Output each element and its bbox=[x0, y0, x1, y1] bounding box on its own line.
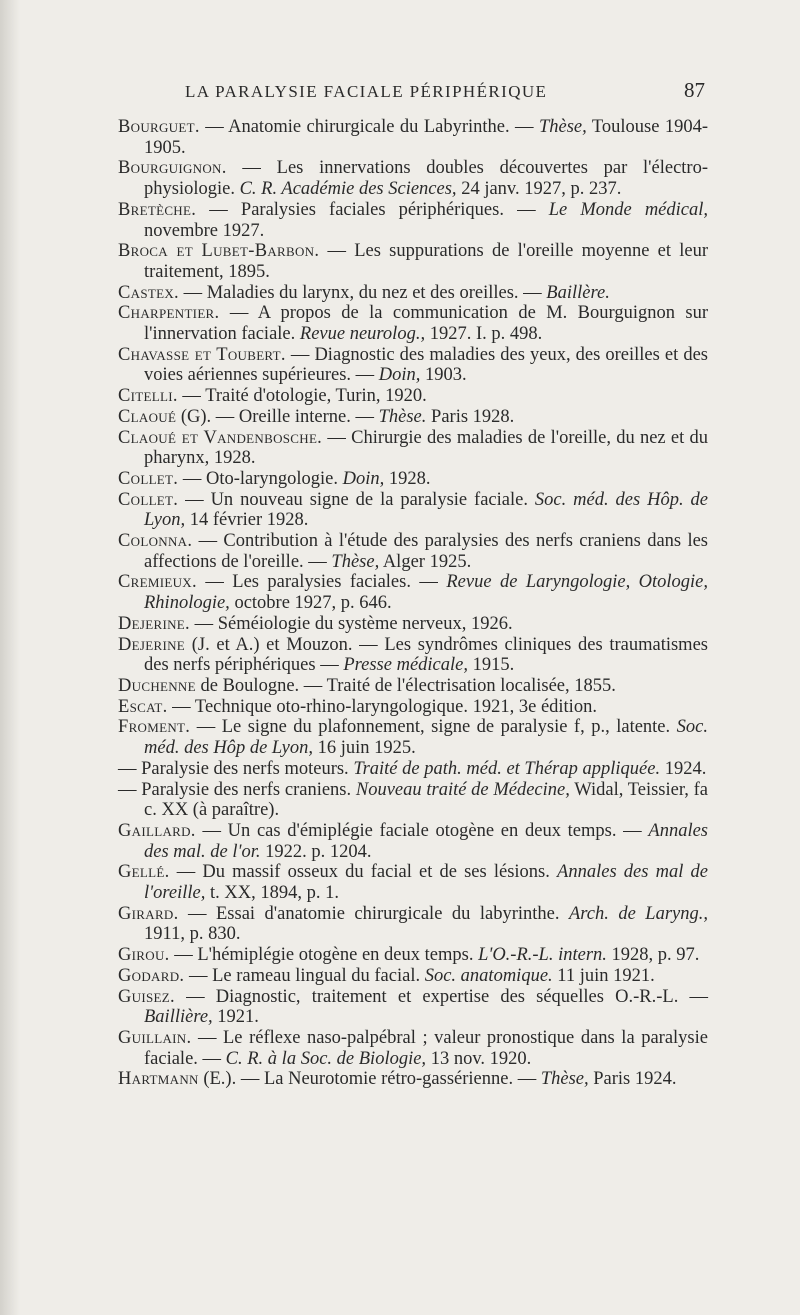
entry-text: (G). — Oreille interne. — bbox=[176, 406, 379, 427]
bibliography-entry bbox=[118, 469, 708, 490]
entry-source: Baillère. bbox=[546, 282, 610, 303]
entry-source: Thèse, bbox=[331, 551, 380, 572]
entry-text: — L'hémiplégie otogène en deux temps. bbox=[169, 945, 479, 966]
bibliography-entry bbox=[118, 303, 708, 344]
bibliography-entry bbox=[118, 158, 708, 199]
entry-text: — Le signe du plafonnement, signe de paralysie f, p., latente. bbox=[190, 717, 677, 738]
entry-text: — Le réflexe naso-palpébral ; valeur pronostique dans la paralysie faciale. — bbox=[144, 1027, 708, 1069]
bibliography-entry bbox=[118, 614, 708, 635]
entry-text: Toulouse 1904-1905. bbox=[144, 117, 708, 158]
entry-text: — Les paralysies faciales. — bbox=[196, 572, 447, 593]
entry-source: Thèse. bbox=[378, 406, 427, 427]
bibliography-entry bbox=[118, 862, 708, 903]
entry-author: Godard. bbox=[118, 965, 185, 986]
entry-text: novembre 1927. bbox=[144, 220, 265, 241]
entry-author: Cremieux. bbox=[118, 572, 197, 593]
bibliography-entry bbox=[118, 531, 708, 572]
entry-author: Claoué et Vandenbosche. bbox=[118, 427, 323, 448]
entry-source: Revue neurolog., bbox=[299, 324, 426, 345]
entry-author: Hartmann bbox=[118, 1069, 199, 1090]
bibliography-entry bbox=[118, 697, 708, 718]
bibliography-entry bbox=[118, 676, 708, 697]
bibliography-list bbox=[118, 117, 708, 1090]
entry-text: — Un cas d'émiplégie faciale otogène en deux temps. — bbox=[195, 820, 649, 841]
bibliography-entry bbox=[118, 200, 708, 241]
entry-author: Dejerine bbox=[118, 634, 186, 655]
bibliography-entry bbox=[118, 283, 708, 304]
entry-source: Thèse, bbox=[538, 117, 587, 137]
entry-text: 1921. bbox=[212, 1007, 259, 1028]
bibliography-entry bbox=[118, 1028, 708, 1069]
entry-text: 1928, p. 97. bbox=[606, 945, 700, 966]
bibliography-entry bbox=[118, 717, 708, 758]
entry-author: Girou. bbox=[118, 945, 170, 966]
bibliography-entry bbox=[118, 345, 708, 386]
bibliography-entry bbox=[118, 1069, 708, 1090]
bibliography-entry bbox=[118, 635, 708, 676]
entry-text: — Les suppurations de l'oreille moyenne et leur traitement, 1895. bbox=[144, 241, 709, 282]
entry-author: Girard. bbox=[118, 903, 179, 924]
entry-author: Colonna. bbox=[118, 531, 193, 552]
page-edge-shadow bbox=[0, 0, 20, 1315]
entry-author: Gellé. bbox=[118, 862, 170, 883]
running-title: LA PARALYSIE FACIALE PÉRIPHÉRIQUE bbox=[185, 82, 548, 101]
entry-text: — Séméiologie du système nerveux, 1926. bbox=[189, 613, 513, 634]
entry-text: — Diagnostic, traitement et expertise des séquelles O.-R.-L. — bbox=[174, 986, 708, 1007]
entry-source: Baillière, bbox=[144, 1007, 213, 1028]
entry-author: Collet. bbox=[118, 489, 179, 510]
entry-author: Bourguet. bbox=[118, 117, 200, 137]
entry-text: 1911, p. 830. bbox=[144, 924, 241, 945]
bibliography-entry bbox=[118, 945, 708, 966]
entry-author: Bourguignon. bbox=[118, 158, 227, 179]
page-number: 87 bbox=[684, 78, 705, 102]
entry-text: — A propos de la communication de M. Bourguignon sur l'innervation faciale. bbox=[144, 303, 708, 345]
entry-text: 1924. bbox=[660, 758, 707, 779]
bibliography-entry bbox=[118, 490, 708, 531]
bibliography-entry bbox=[118, 904, 708, 945]
entry-text: — Paralysie des nerfs moteurs. bbox=[118, 758, 354, 779]
entry-text: — Chirurgie des maladies de l'oreille, du nez et du pharynx, 1928. bbox=[144, 427, 708, 469]
entry-author: Claoué bbox=[118, 406, 177, 427]
entry-text: — Paralysie des nerfs craniens. bbox=[118, 779, 356, 800]
entry-text: Widal, Teissier, fa c. XX (à paraître). bbox=[144, 779, 709, 821]
entry-text: 1903. bbox=[420, 365, 467, 386]
entry-text: — Un nouveau signe de la paralysie faciale. bbox=[178, 489, 535, 510]
entry-author: Bretèche. bbox=[118, 199, 197, 220]
entry-source: Nouveau traité de Médecine, bbox=[355, 779, 570, 800]
entry-text: — Paralysies faciales périphériques. — bbox=[196, 199, 549, 220]
entry-text: 1927. I. p. 498. bbox=[425, 324, 543, 345]
entry-text: Paris 1928. bbox=[426, 406, 515, 427]
bibliography-entry bbox=[118, 821, 708, 862]
entry-author: Castex. bbox=[118, 282, 179, 303]
bibliography-entry bbox=[118, 241, 708, 282]
entry-author: Citelli. bbox=[118, 386, 178, 407]
entry-text: — Contribution à l'étude des paralysies des nerfs craniens dans les affections de l'oreille. — bbox=[144, 531, 708, 572]
entry-author: Chavasse et Toubert. bbox=[118, 344, 286, 365]
bibliography-entry bbox=[118, 780, 708, 821]
entry-author: Dejerine. bbox=[118, 613, 190, 634]
entry-author: Duchenne bbox=[118, 675, 196, 696]
entry-source: Annales des mal de l'oreille, bbox=[144, 862, 708, 904]
running-header bbox=[185, 78, 705, 103]
entry-text: 14 février 1928. bbox=[185, 510, 309, 531]
entry-text: — Oto-laryngologie. bbox=[178, 468, 343, 489]
entry-text: (J. et A.) et Mouzon. — Les syndrômes cliniques des traumatismes des nerfs périphériques — bbox=[144, 634, 708, 676]
entry-author: Froment. bbox=[118, 717, 191, 738]
entry-author: Broca et Lubet-Barbon. bbox=[118, 241, 320, 262]
entry-text: 16 juin 1925. bbox=[313, 738, 416, 759]
entry-source: Doin, bbox=[378, 365, 421, 386]
entry-text: 1915. bbox=[468, 655, 515, 676]
bibliography-entry bbox=[118, 572, 708, 613]
entry-text: Alger 1925. bbox=[379, 551, 472, 572]
entry-author: Collet. bbox=[118, 468, 179, 489]
entry-text: de Boulogne. — Traité de l'électrisation localisée, 1855. bbox=[195, 675, 616, 696]
entry-source: Arch. de Laryng., bbox=[568, 903, 708, 924]
entry-text: 1928. bbox=[384, 468, 431, 489]
entry-author: Charpentier. bbox=[118, 303, 220, 324]
bibliography-entry bbox=[118, 759, 708, 780]
entry-source: Thèse, bbox=[540, 1069, 589, 1090]
bibliography-entry bbox=[118, 407, 708, 428]
entry-text: — Du massif osseux du facial et de ses lésions. bbox=[169, 862, 558, 883]
entry-text: t. XX, 1894, p. 1. bbox=[205, 883, 339, 904]
bibliography-entry bbox=[118, 117, 708, 158]
entry-source: Traité de path. méd. et Thérap appliquée. bbox=[353, 758, 661, 779]
entry-source: Le Monde médical, bbox=[548, 199, 709, 220]
entry-text: 24 janv. 1927, p. 237. bbox=[456, 179, 622, 200]
bibliography-entry bbox=[118, 966, 708, 987]
entry-text: — Anatomie chirurgicale du Labyrinthe. — bbox=[199, 117, 539, 137]
entry-text: — Les innervations doubles découvertes par l'électro-physiologie. bbox=[144, 158, 708, 200]
entry-text: — Technique oto-rhino-laryngologique. 1921, 3e édition. bbox=[167, 696, 597, 717]
entry-author: Escat. bbox=[118, 696, 168, 717]
entry-source: Presse médicale, bbox=[343, 655, 468, 676]
entry-text: — Essai d'anatomie chirurgicale du labyrinthe. bbox=[178, 903, 569, 924]
entry-text: (E.). — La Neurotomie rétro-gassérienne. — bbox=[198, 1069, 541, 1090]
entry-source: Soc. méd. des Hôp. de Lyon, bbox=[144, 489, 708, 531]
entry-text: Paris 1924. bbox=[588, 1069, 677, 1090]
bibliography-entry bbox=[118, 428, 708, 469]
entry-text: 11 juin 1921. bbox=[552, 965, 655, 986]
entry-author: Guillain. bbox=[118, 1027, 192, 1048]
bibliography-entry bbox=[118, 386, 708, 407]
entry-source: Soc. méd. des Hôp de Lyon, bbox=[144, 717, 708, 759]
entry-source: Annales des mal. de l'or. bbox=[144, 820, 708, 862]
entry-text: — Le rameau lingual du facial. bbox=[184, 965, 425, 986]
entry-author: Guisez. bbox=[118, 986, 175, 1007]
entry-text: octobre 1927, p. 646. bbox=[229, 593, 392, 614]
entry-source: L'O.-R.-L. intern. bbox=[478, 945, 607, 966]
entry-source: Soc. anatomique. bbox=[424, 965, 553, 986]
entry-source: Doin, bbox=[342, 468, 385, 489]
entry-text: 1922. p. 1204. bbox=[260, 841, 372, 862]
entry-text: — Maladies du larynx, du nez et des oreilles. — bbox=[178, 282, 547, 303]
bibliography-entry bbox=[118, 987, 708, 1028]
entry-text: 13 nov. 1920. bbox=[426, 1048, 532, 1069]
entry-source: C. R. à la Soc. de Biologie, bbox=[225, 1048, 427, 1069]
entry-source: C. R. Académie des Sciences, bbox=[239, 179, 457, 200]
entry-text: — Traité d'otologie, Turin, 1920. bbox=[177, 386, 427, 407]
entry-text: — Diagnostic des maladies des yeux, des oreilles et des voies aériennes supérieures. — bbox=[144, 344, 709, 386]
entry-author: Gaillard. bbox=[118, 820, 196, 841]
entry-source: Revue de Laryngologie, Otologie, Rhinologie, bbox=[144, 572, 708, 614]
